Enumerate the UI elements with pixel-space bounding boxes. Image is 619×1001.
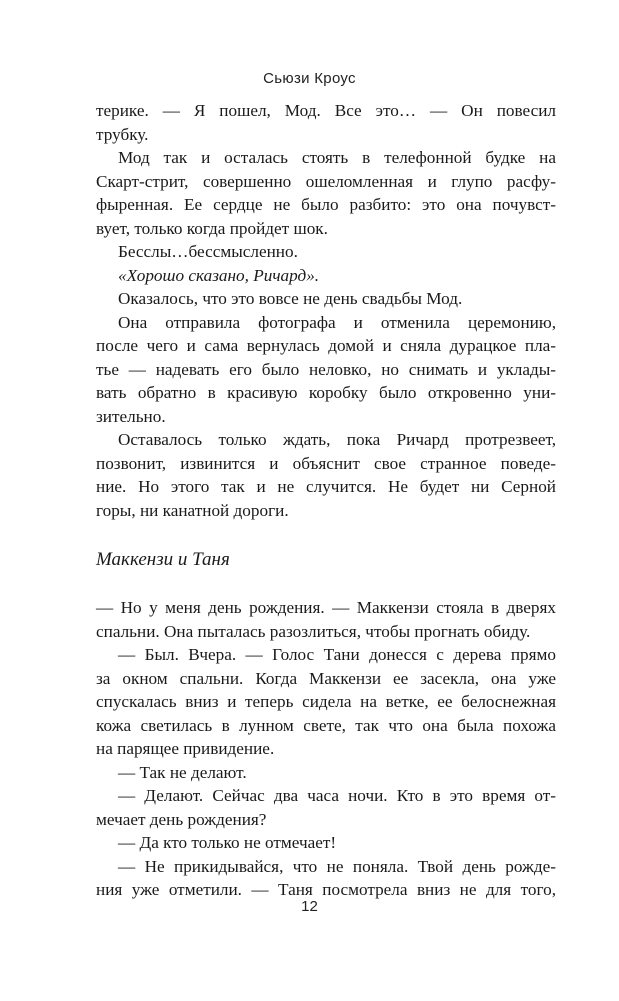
text-line: — Был. Вчера. — Голос Тани донесся с дерева прямо	[118, 645, 556, 664]
text-line: Скарт-стрит, совершенно ошеломленная и глупо расфу-	[96, 171, 556, 191]
text-line: трубку.	[96, 124, 149, 144]
text-line: за окном спальни. Когда Маккензи ее засекла, она уже	[96, 668, 556, 688]
text-line: «Хорошо сказано, Ричард».	[118, 265, 320, 285]
text-line: — Но у меня день рождения. — Маккензи стояла в дверях	[96, 598, 556, 617]
text-line: терике. — Я пошел, Мод. Все это… — Он повесил	[96, 101, 556, 120]
text-line: — Не прикидывайся, что не поняла. Твой день рожде-	[118, 856, 556, 876]
text-line: на парящее привидение.	[96, 739, 275, 758]
text-line: Оставалось только ждать, пока Ричард протрезвеет,	[118, 430, 556, 449]
text-line: Оказалось, что это вовсе не день свадьбы Мод.	[118, 289, 463, 308]
text-line: Мод так и осталась стоять в телефонной будке на	[118, 148, 556, 167]
text-line: вует, только когда пройдет шок.	[96, 218, 328, 238]
text-line: спальни. Она пыталась разозлиться, чтобы прогнать обиду.	[96, 621, 531, 641]
text-line: кожа светилась в лунном свете, так что она была похожа	[96, 715, 556, 735]
text-line: вать обратно в красивую коробку было откровенно уни-	[96, 383, 556, 402]
text-line: зительно.	[96, 406, 166, 426]
text-line: горы, ни канатной дороги.	[96, 500, 289, 520]
text-line: мечает день рождения?	[96, 809, 267, 829]
text-line: Бесслы…бессмысленно.	[118, 242, 298, 261]
text-line: — Да кто только не отмечает!	[118, 833, 337, 852]
text-line: после чего и сама вернулась домой и сняла дурацкое пла-	[96, 336, 556, 355]
text-line: Она отправила фотографа и отменила церемонию,	[118, 312, 556, 332]
text-line: позвонит, извинится и объяснит свое странное поведе-	[96, 453, 556, 473]
page-number: 12	[301, 898, 318, 915]
text-block-mackenzie	[96, 596, 556, 902]
running-header: Сьюзи Кроус	[263, 70, 356, 87]
text-line: — Так не делают.	[118, 762, 247, 782]
text-block-maud	[96, 99, 556, 522]
text-line: спускалась вниз и теперь сидела на ветке, ее белоснежная	[96, 692, 556, 711]
section-title: Маккензи и Таня	[96, 549, 230, 570]
text-line: ние. Но этого так и не случится. Не будет ни Серной	[96, 477, 556, 496]
text-line: фыренная. Ее сердце не было разбито: это она почувст-	[96, 195, 556, 214]
text-line: тье — надевать его было неловко, но снимать и уклады-	[96, 359, 556, 379]
text-line: — Делают. Сейчас два часа ночи. Кто в это время от-	[118, 786, 556, 805]
text-line: ния уже отметили. — Таня посмотрела вниз не для того,	[96, 880, 556, 899]
